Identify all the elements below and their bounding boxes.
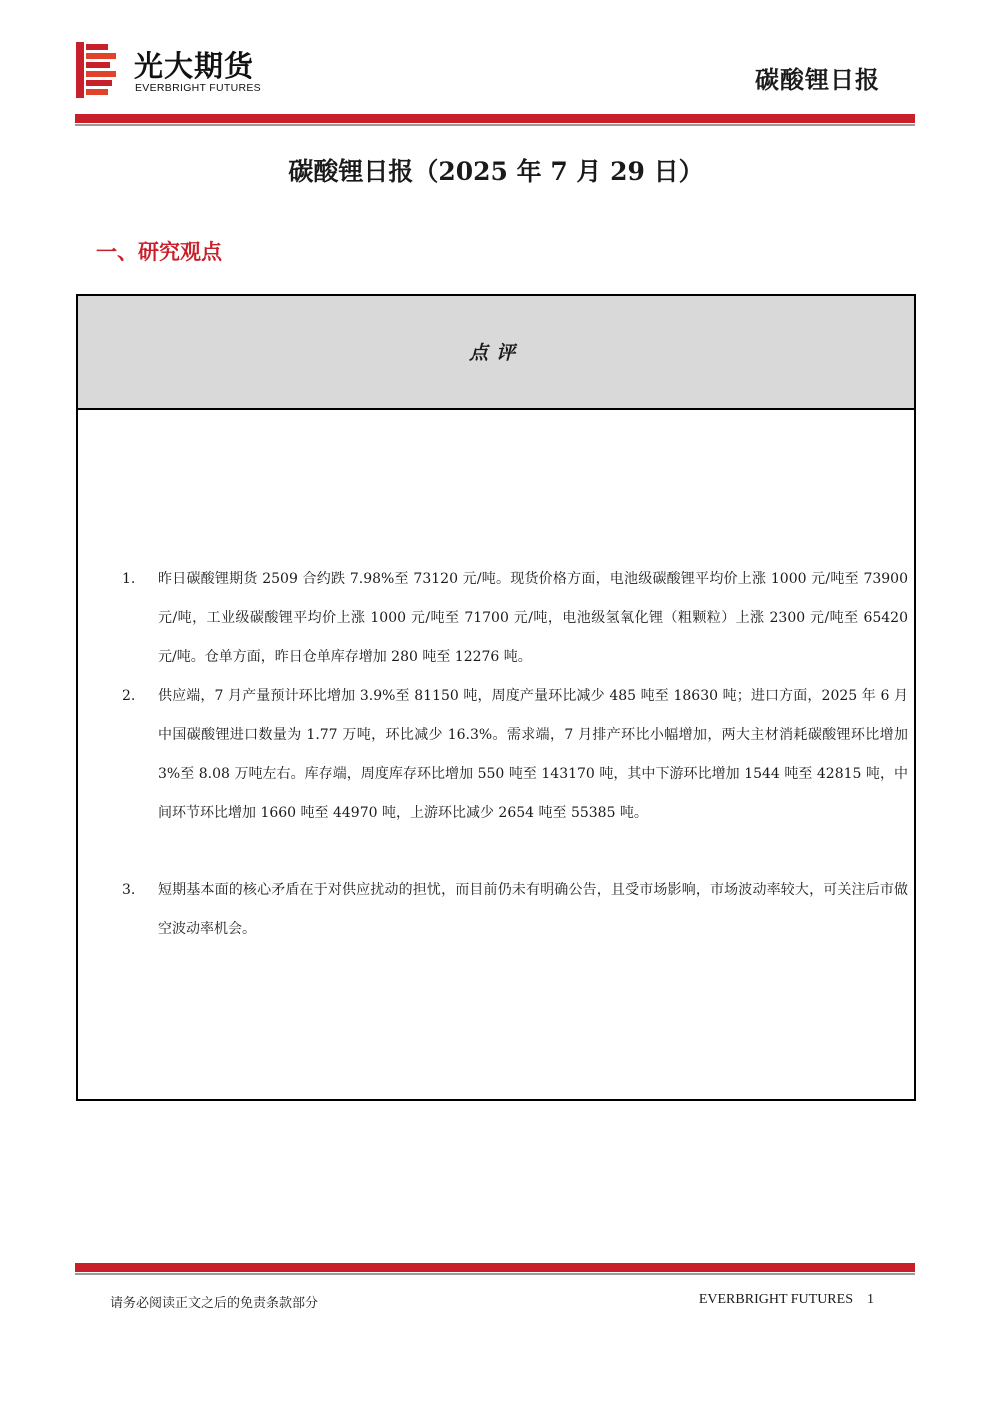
list-item-number: 1. bbox=[122, 571, 136, 587]
footer-disclaimer: 请务必阅读正文之后的免责条款部分 bbox=[110, 1296, 319, 1311]
header-red-rule bbox=[75, 114, 915, 123]
header-grey-rule bbox=[75, 124, 915, 126]
footer-red-rule bbox=[75, 1263, 915, 1272]
commentary-box-label: 点评 bbox=[468, 342, 523, 364]
page-number: 1 bbox=[867, 1292, 874, 1307]
footer-grey-rule bbox=[75, 1273, 915, 1275]
list-item-text: 短期基本面的核心矛盾在于对供应扰动的担忧，而目前仍未有明确公告，且受市场影响，市场波动率较大，可关注后市做空波动率机会。 bbox=[158, 882, 908, 937]
list-item-text: 昨日碳酸锂期货 2509 合约跌 7.98%至 73120 元/吨。现货价格方面，电池级碳酸锂平均价上涨 1000 元/吨至 73900 元/吨，工业级碳酸锂平均价上涨 1000 元/吨至 71700 元/吨，电池级氢氧化锂（粗颗粒）上涨 2300 元/吨至 65420 元/吨。仓单方面，昨日仓单库存增加 280 吨至 12276 吨。 bbox=[158, 571, 908, 665]
document-title: 碳酸锂日报（2025 年 7 月 29 日） bbox=[288, 157, 704, 186]
list-item-text: 供应端，7 月产量预计环比增加 3.9%至 81150 吨，周度产量环比减少 485 吨至 18630 吨；进口方面，2025 年 6 月中国碳酸锂进口数量为 1.77 万吨，环比减少 16.3%。需求端，7 月排产环比小幅增加，两大主材消耗碳酸锂环比增加 3%至 8.08 万吨左右。库存端，周度库存环比增加 550 吨至 143170 吨，其中下游环比增加 1544 吨至 42815 吨，中间环节环比增加 1660 吨至 44970 吨，上游环比减少 2654 吨至 55385 吨。 bbox=[158, 688, 908, 821]
logo-english-name: EVERBRIGHT FUTURES bbox=[135, 82, 261, 94]
list-item bbox=[122, 677, 908, 872]
company-logo bbox=[76, 42, 286, 98]
header-report-name: 碳酸锂日报 bbox=[755, 65, 880, 94]
list-item bbox=[122, 560, 908, 677]
everbright-logo-icon bbox=[76, 42, 118, 98]
footer-company: EVERBRIGHT FUTURES bbox=[698, 1292, 853, 1307]
section-heading: 一、研究观点 bbox=[96, 240, 222, 264]
footer-right bbox=[699, 1292, 874, 1308]
list-item-number: 3. bbox=[122, 882, 136, 898]
list-item-number: 2. bbox=[122, 688, 136, 704]
logo-chinese-name: 光大期货 bbox=[134, 49, 255, 83]
list-item bbox=[122, 871, 908, 949]
commentary-box bbox=[76, 294, 916, 1101]
commentary-box-header bbox=[78, 296, 914, 410]
